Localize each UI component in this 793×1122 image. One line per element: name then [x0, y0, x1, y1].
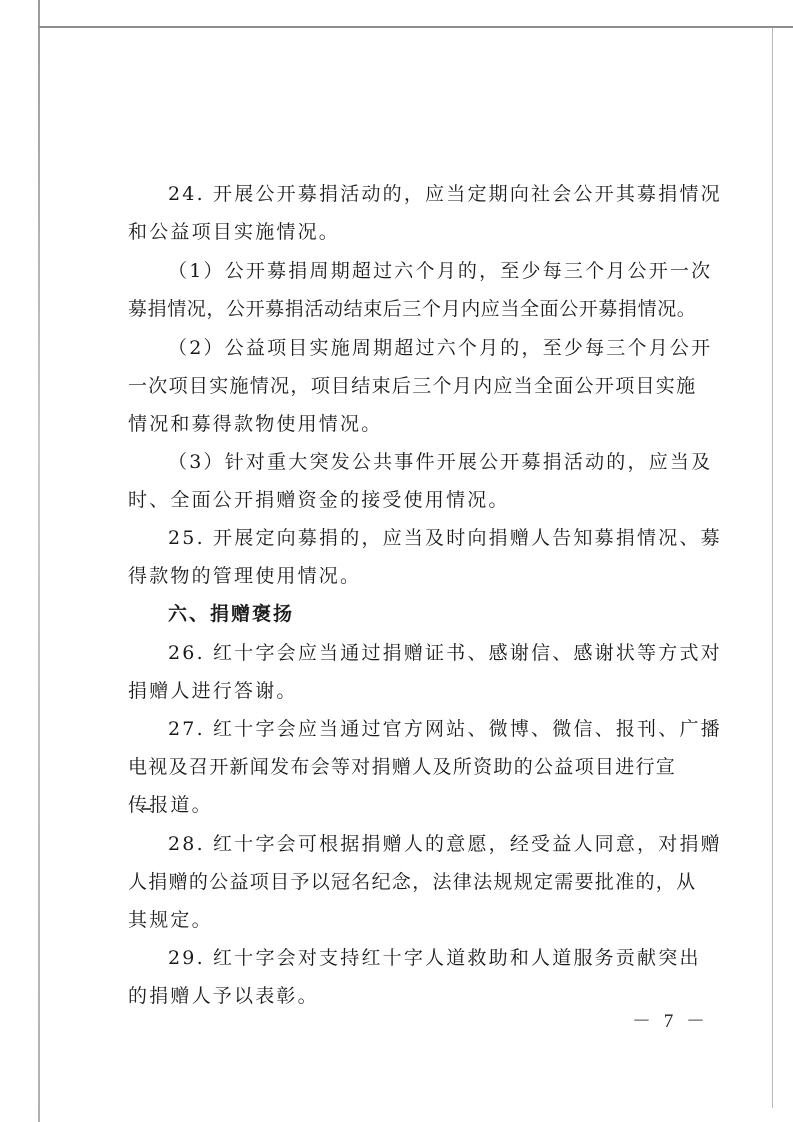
paragraph-line: （3）针对重大突发公共事件开展公开募捐活动的，应当及 — [168, 451, 713, 473]
paragraph-line: 得款物的管理使用情况。 — [128, 565, 362, 587]
paragraph-line: 25. 开展定向募捐的，应当及时向捐赠人告知募捐情况、募 — [168, 527, 722, 549]
paragraph-line: 其规定。 — [128, 909, 213, 931]
paragraph-line: 27. 红十字会应当通过官方网站、微博、微信、报刊、广播 — [168, 718, 722, 740]
paragraph-line: 24. 开展公开募捐活动的，应当定期向社会公开其募捐情况 — [168, 183, 722, 205]
page-number: － 7 － — [632, 1011, 710, 1032]
paragraph-line: 传报道。 — [128, 794, 213, 816]
paragraph-line: 电视及召开新闻发布会等对捐赠人及所资助的公益项目进行宣 — [128, 756, 677, 778]
scan-edge-right — [772, 28, 773, 1108]
paragraph-line: 29. 红十字会对支持红十字人道救助和人道服务贡献突出 — [168, 947, 701, 969]
paragraph-line: 一次项目实施情况，项目结束后三个月内应当全面公开项目实施 — [128, 375, 697, 397]
paragraph-line: 和公益项目实施情况。 — [128, 221, 341, 243]
paragraph-line: 人捐赠的公益项目予以冠名纪念，法律法规规定需要批准的，从 — [128, 871, 697, 893]
scan-edge-top — [38, 26, 793, 28]
paragraph-line: 26. 红十字会应当通过捐赠证书、感谢信、感谢状等方式对 — [168, 642, 722, 664]
paragraph-line: 募捐情况，公开募捐活动结束后三个月内应当全面公开募捐情况。 — [128, 298, 697, 320]
paragraph-line: 捐赠人进行答谢。 — [128, 680, 298, 702]
paragraph-line: （2）公益项目实施周期超过六个月的，至少每三个月公开 — [168, 337, 713, 359]
paragraph-line: 情况和募得款物使用情况。 — [128, 413, 383, 435]
section-heading: 六、捐赠褒扬 — [168, 603, 295, 625]
paragraph-line: （1）公开募捐周期超过六个月的，至少每三个月公开一次 — [168, 260, 713, 282]
paragraph-line: 时、全面公开捐赠资金的接受使用情况。 — [128, 489, 510, 511]
paragraph-line: 的捐赠人予以表彰。 — [128, 985, 319, 1007]
scan-edge-left — [38, 0, 40, 1122]
paragraph-line: 28. 红十字会可根据捐赠人的意愿，经受益人同意，对捐赠 — [168, 833, 722, 855]
